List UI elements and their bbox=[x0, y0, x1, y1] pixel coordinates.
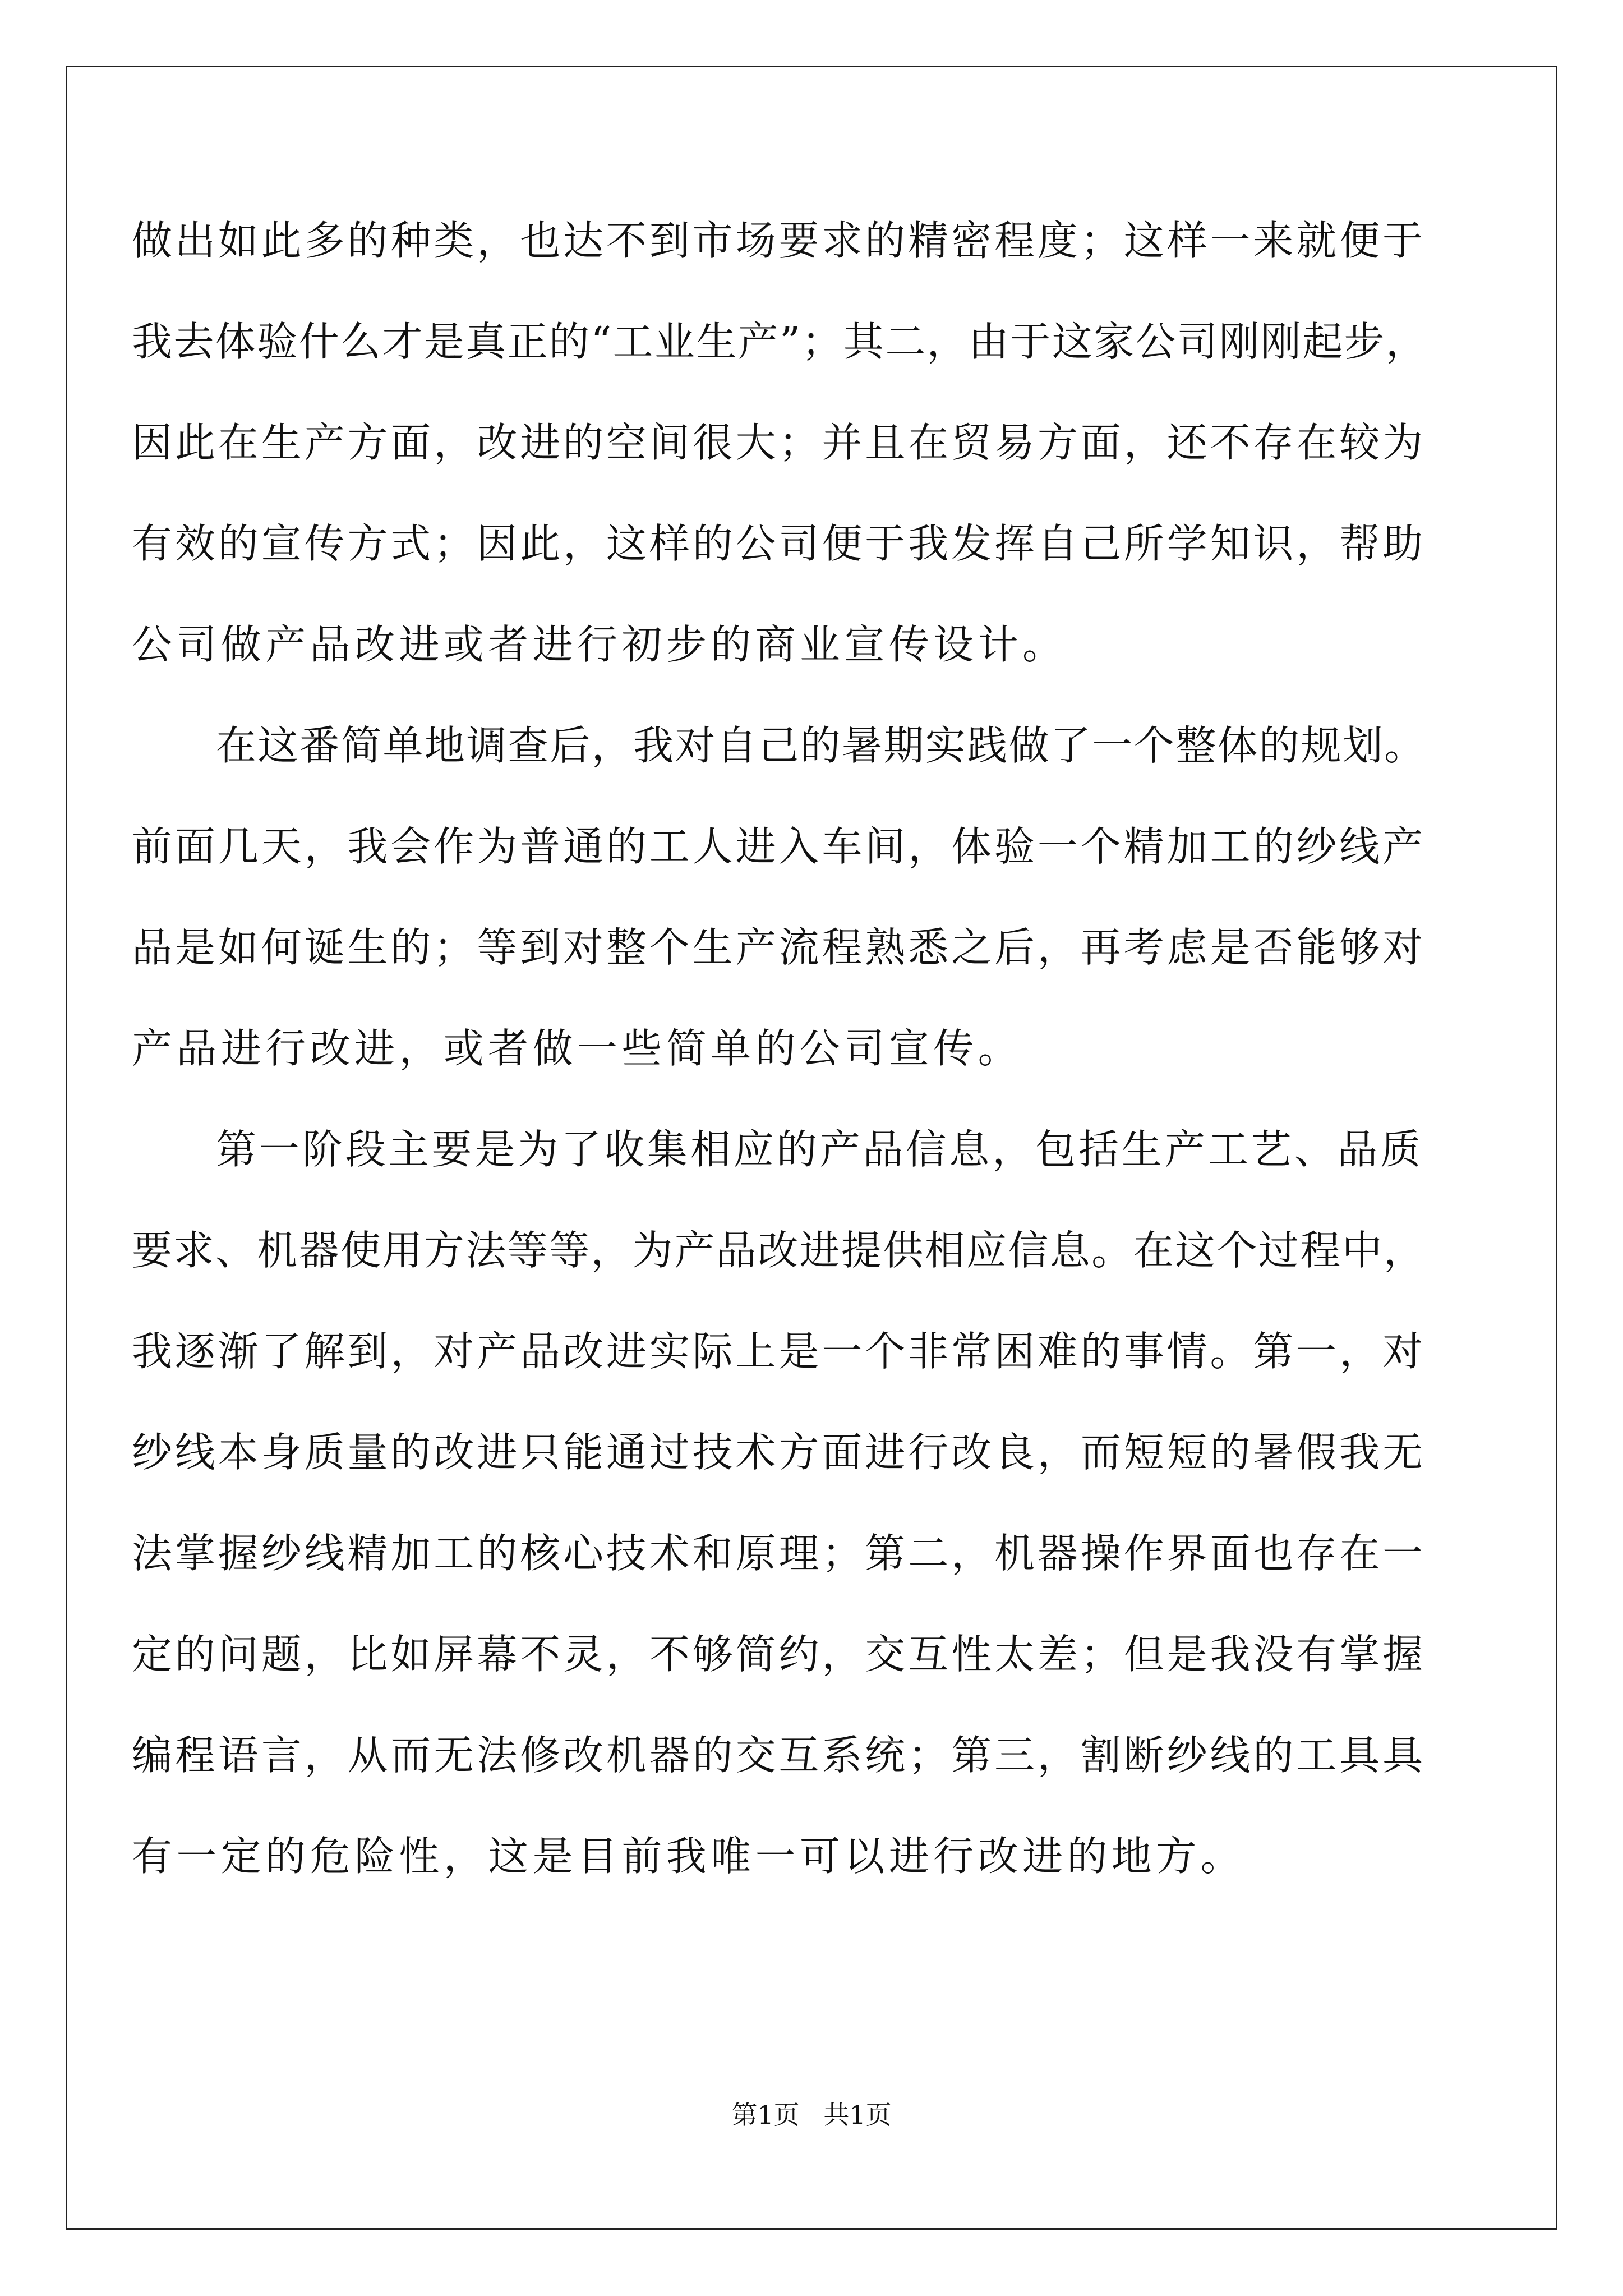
text-line: 我去体验什么才是真正的“工业生产”；其二，由于这家公司刚刚起步， bbox=[132, 318, 1428, 365]
page-total: 共1页 bbox=[823, 2100, 892, 2130]
text-line: 定的问题，比如屏幕不灵，不够简约，交互性太差；但是我没有掌握 bbox=[132, 1631, 1426, 1678]
page-footer bbox=[0, 2098, 1623, 2132]
text-line: 有一定的危险性，这是目前我唯一可以进行改进的地方。 bbox=[132, 1833, 1246, 1880]
paragraph-first-line: 在这番简单地调查后，我对自己的暑期实践做了一个整体的规划。 bbox=[216, 722, 1426, 769]
text-line: 因此在生产方面，改进的空间很大；并且在贸易方面，还不存在较为 bbox=[132, 419, 1426, 466]
text-line: 公司做产品改进或者进行初步的商业宣传设计。 bbox=[132, 621, 1067, 668]
page-number: 第1页 bbox=[731, 2100, 800, 2130]
text-line: 我逐渐了解到，对产品改进实际上是一个非常困难的事情。第一，对 bbox=[132, 1328, 1426, 1375]
text-line: 有效的宣传方式；因此，这样的公司便于我发挥自己所学知识，帮助 bbox=[132, 520, 1426, 567]
text-line: 产品进行改进，或者做一些简单的公司宣传。 bbox=[132, 1025, 1023, 1072]
text-line: 纱线本身质量的改进只能通过技术方面进行改良，而短短的暑假我无 bbox=[132, 1429, 1426, 1476]
paragraph-first-line: 第一阶段主要是为了收集相应的产品信息，包括生产工艺、品质 bbox=[216, 1126, 1424, 1173]
text-line: 要求、机器使用方法等等，为产品改进提供相应信息。在这个过程中， bbox=[132, 1227, 1426, 1274]
text-line: 做出如此多的种类，也达不到市场要求的精密程度；这样一来就便于 bbox=[132, 217, 1426, 264]
document-body bbox=[132, 190, 1431, 1907]
text-line: 编程语言，从而无法修改机器的交互系统；第三，割断纱线的工具具 bbox=[132, 1732, 1426, 1779]
text-line: 法掌握纱线精加工的核心技术和原理；第二，机器操作界面也存在一 bbox=[132, 1530, 1426, 1577]
text-line: 品是如何诞生的；等到对整个生产流程熟悉之后，再考虑是否能够对 bbox=[132, 924, 1426, 971]
text-line: 前面几天，我会作为普通的工人进入车间，体验一个精加工的纱线产 bbox=[132, 823, 1426, 870]
